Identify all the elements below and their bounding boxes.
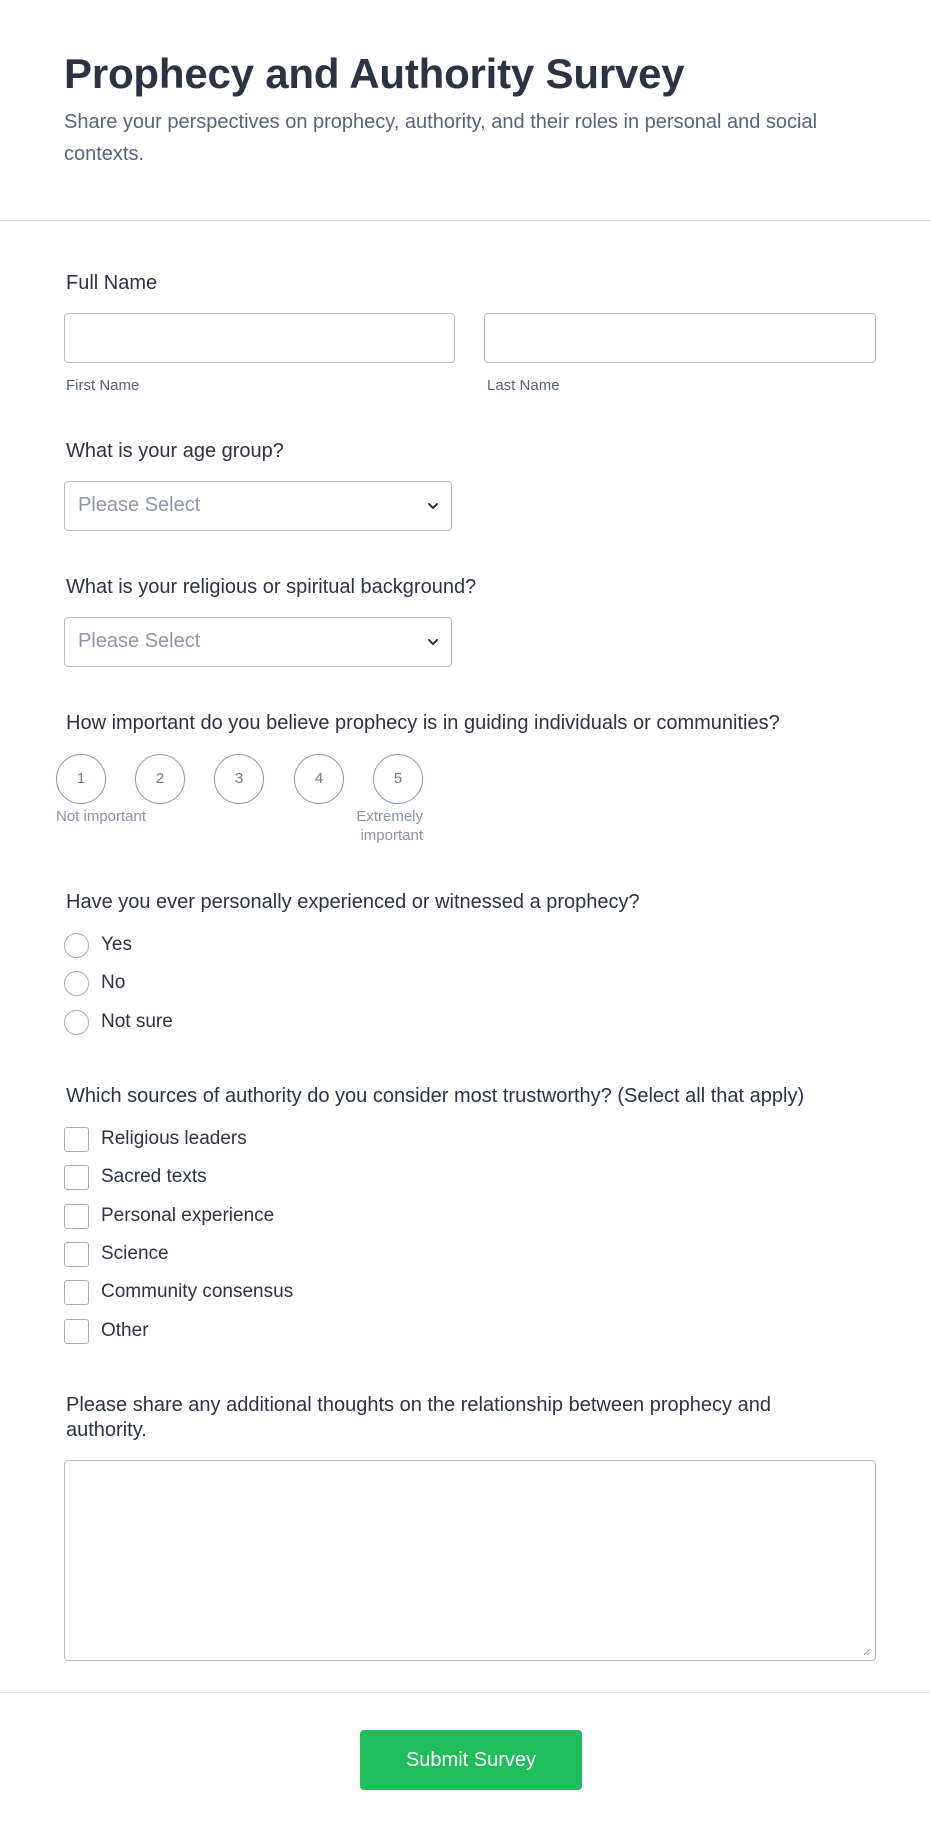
- first-name-sublabel: First Name: [66, 377, 140, 394]
- background-placeholder: Please Select: [78, 630, 201, 652]
- form-title: Prophecy and Authority Survey: [64, 50, 685, 97]
- checkbox-other[interactable]: [64, 1319, 89, 1344]
- thoughts-textarea[interactable]: [64, 1460, 876, 1661]
- checkbox-community-consensus[interactable]: [64, 1280, 89, 1305]
- radio-yes-label[interactable]: Yes: [101, 934, 132, 955]
- chevron-down-icon: [425, 634, 441, 650]
- checkbox-sacred-texts-label[interactable]: Sacred texts: [101, 1166, 207, 1187]
- radio-yes[interactable]: [64, 933, 89, 958]
- checkbox-sacred-texts[interactable]: [64, 1165, 89, 1190]
- experience-label: Have you ever personally experienced or witnessed a prophecy?: [66, 891, 640, 913]
- authority-label: Which sources of authority do you consider most trustworthy? (Select all that apply): [66, 1085, 805, 1107]
- importance-label: How important do you believe prophecy is in guiding individuals or communities?: [66, 712, 780, 734]
- background-label: What is your religious or spiritual background?: [66, 576, 477, 598]
- form-header: [0, 0, 930, 221]
- scale-low-label: Not important: [56, 808, 147, 825]
- scale-high-label-line2: important: [360, 827, 423, 844]
- scale-option-4[interactable]: 4: [294, 754, 344, 804]
- age-group-select[interactable]: [64, 481, 452, 531]
- checkbox-religious-leaders-label[interactable]: Religious leaders: [101, 1128, 247, 1149]
- last-name-input[interactable]: [484, 313, 876, 363]
- age-group-label: What is your age group?: [66, 440, 284, 462]
- radio-no[interactable]: [64, 971, 89, 996]
- footer-divider: [0, 1692, 930, 1693]
- scale-option-3[interactable]: 3: [214, 754, 264, 804]
- first-name-input[interactable]: [64, 313, 455, 363]
- last-name-sublabel: Last Name: [487, 377, 560, 394]
- scale-option-5[interactable]: 5: [373, 754, 423, 804]
- checkbox-other-label[interactable]: Other: [101, 1320, 149, 1341]
- thoughts-label-line2: authority.: [66, 1419, 147, 1441]
- checkbox-science-label[interactable]: Science: [101, 1243, 169, 1264]
- checkbox-personal-experience[interactable]: [64, 1204, 89, 1229]
- checkbox-community-consensus-label[interactable]: Community consensus: [101, 1281, 294, 1302]
- full-name-label: Full Name: [66, 272, 158, 294]
- checkbox-personal-experience-label[interactable]: Personal experience: [101, 1205, 275, 1226]
- chevron-down-icon: [425, 498, 441, 514]
- radio-no-label[interactable]: No: [101, 972, 126, 993]
- scale-high-label-line1: Extremely: [356, 808, 423, 825]
- scale-option-2[interactable]: 2: [135, 754, 185, 804]
- background-select[interactable]: [64, 617, 452, 667]
- submit-button[interactable]: Submit Survey: [360, 1730, 582, 1790]
- checkbox-religious-leaders[interactable]: [64, 1127, 89, 1152]
- radio-not-sure-label[interactable]: Not sure: [101, 1011, 173, 1032]
- radio-not-sure[interactable]: [64, 1010, 89, 1035]
- checkbox-science[interactable]: [64, 1242, 89, 1267]
- thoughts-label-line1: Please share any additional thoughts on the relationship between prophecy and: [66, 1394, 771, 1416]
- resize-grip-icon[interactable]: [861, 1646, 871, 1656]
- age-group-placeholder: Please Select: [78, 494, 201, 516]
- form-description: Share your perspectives on prophecy, authority, and their roles in personal and social contexts.: [64, 111, 818, 165]
- scale-option-1[interactable]: 1: [56, 754, 106, 804]
